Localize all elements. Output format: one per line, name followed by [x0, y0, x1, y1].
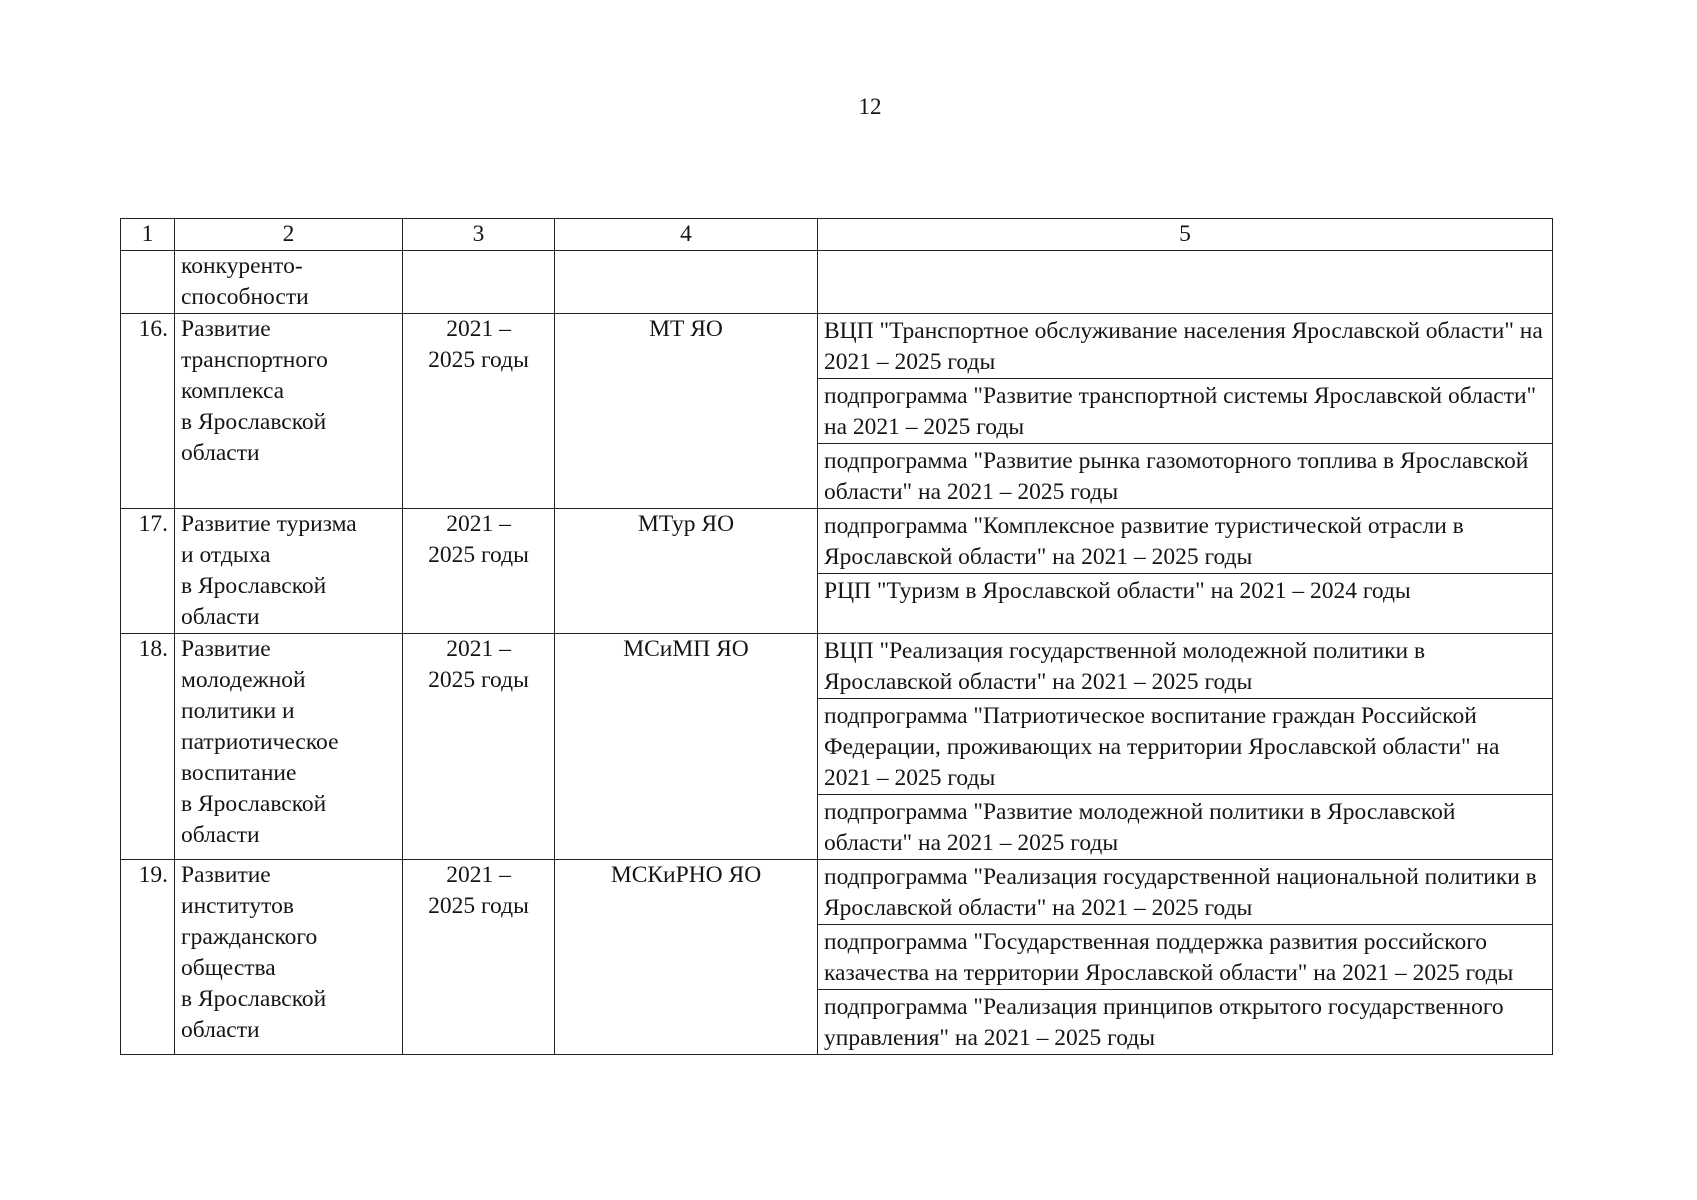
subprogram-item: ВЦП "Реализация государственной молодежной политики в Ярославской области" на 2021 – 2025 годы [824, 638, 1426, 695]
period-cell: 2021 – 2025 годы [403, 509, 555, 634]
row-number-cell: 16. [121, 314, 175, 509]
row-number-cell: 19. [121, 860, 175, 1055]
subprogram-item: подпрограмма "Развитие молодежной политики в Ярославской области" на 2021 – 2025 годы [818, 794, 1552, 859]
program-name-cell: Развитие туризма и отдыха в Ярославской области [175, 509, 403, 634]
header-cell: 2 [175, 219, 403, 251]
subprogram-item: ВЦП "Транспортное обслуживание населения Ярославской области" на 2021 – 2025 годы [824, 318, 1543, 375]
row-number-cell: 18. [121, 634, 175, 860]
program-name-cell: Развитие институтов гражданского общества в Ярославской области [175, 860, 403, 1055]
table-row [121, 314, 1553, 509]
program-name-cell: Развитие транспортного комплекса в Ярославской области [175, 314, 403, 509]
table-row [121, 509, 1553, 634]
page-number: 12 [858, 94, 882, 119]
subprogram-item: подпрограмма "Развитие транспортной системы Ярославской области" на 2021 – 2025 годы [818, 378, 1552, 443]
subprogram-item: РЦП "Туризм в Ярославской области" на 2021 – 2024 годы [818, 573, 1552, 607]
header-cell: 1 [121, 219, 175, 251]
subprograms-cell [818, 634, 1553, 860]
subprogram-item: подпрограмма "Развитие рынка газомоторного топлива в Ярославской области" на 2021 – 2025 годы [818, 443, 1552, 508]
period-cell [403, 251, 555, 314]
executor-cell: МСКиРНО ЯО [555, 860, 818, 1055]
subprogram-item: подпрограмма "Комплексное развитие туристической отрасли в Ярославской области" на 2021 – 2025 годы [824, 513, 1464, 570]
header-cell: 5 [818, 219, 1553, 251]
subprogram-item: подпрограмма "Реализация принципов открытого государственного управления" на 2021 – 2025 годы [818, 989, 1552, 1054]
subprograms-cell [818, 509, 1553, 634]
executor-cell: МТур ЯО [555, 509, 818, 634]
program-name-cell: конкуренто- способности [175, 251, 403, 314]
subprograms-cell [818, 860, 1553, 1055]
row-number-cell: 17. [121, 509, 175, 634]
period-cell: 2021 – 2025 годы [403, 314, 555, 509]
programs-table [120, 218, 1553, 1055]
period-cell: 2021 – 2025 годы [403, 634, 555, 860]
table-row [121, 634, 1553, 860]
header-cell: 3 [403, 219, 555, 251]
table-row [121, 860, 1553, 1055]
table-row-continuation [121, 251, 1553, 314]
executor-cell: МТ ЯО [555, 314, 818, 509]
period-cell: 2021 – 2025 годы [403, 860, 555, 1055]
subprogram-item: подпрограмма "Патриотическое воспитание граждан Российской Федерации, проживающих на территории Ярославской области" на 2021 – 2025 годы [818, 698, 1552, 794]
executor-cell [555, 251, 818, 314]
table-header-row [121, 219, 1553, 251]
row-number-cell [121, 251, 175, 314]
subprogram-item: подпрограмма "Государственная поддержка развития российского казачества на территории Ярославской области" на 2021 – 2025 годы [818, 924, 1552, 989]
subprogram-item: подпрограмма "Реализация государственной национальной политики в Ярославской области" на 2021 – 2025 годы [824, 864, 1537, 921]
executor-cell: МСиМП ЯО [555, 634, 818, 860]
header-cell: 4 [555, 219, 818, 251]
subprograms-cell [818, 251, 1553, 314]
subprograms-cell [818, 314, 1553, 509]
program-name-cell: Развитие молодежной политики и патриотическое воспитание в Ярославской области [175, 634, 403, 860]
